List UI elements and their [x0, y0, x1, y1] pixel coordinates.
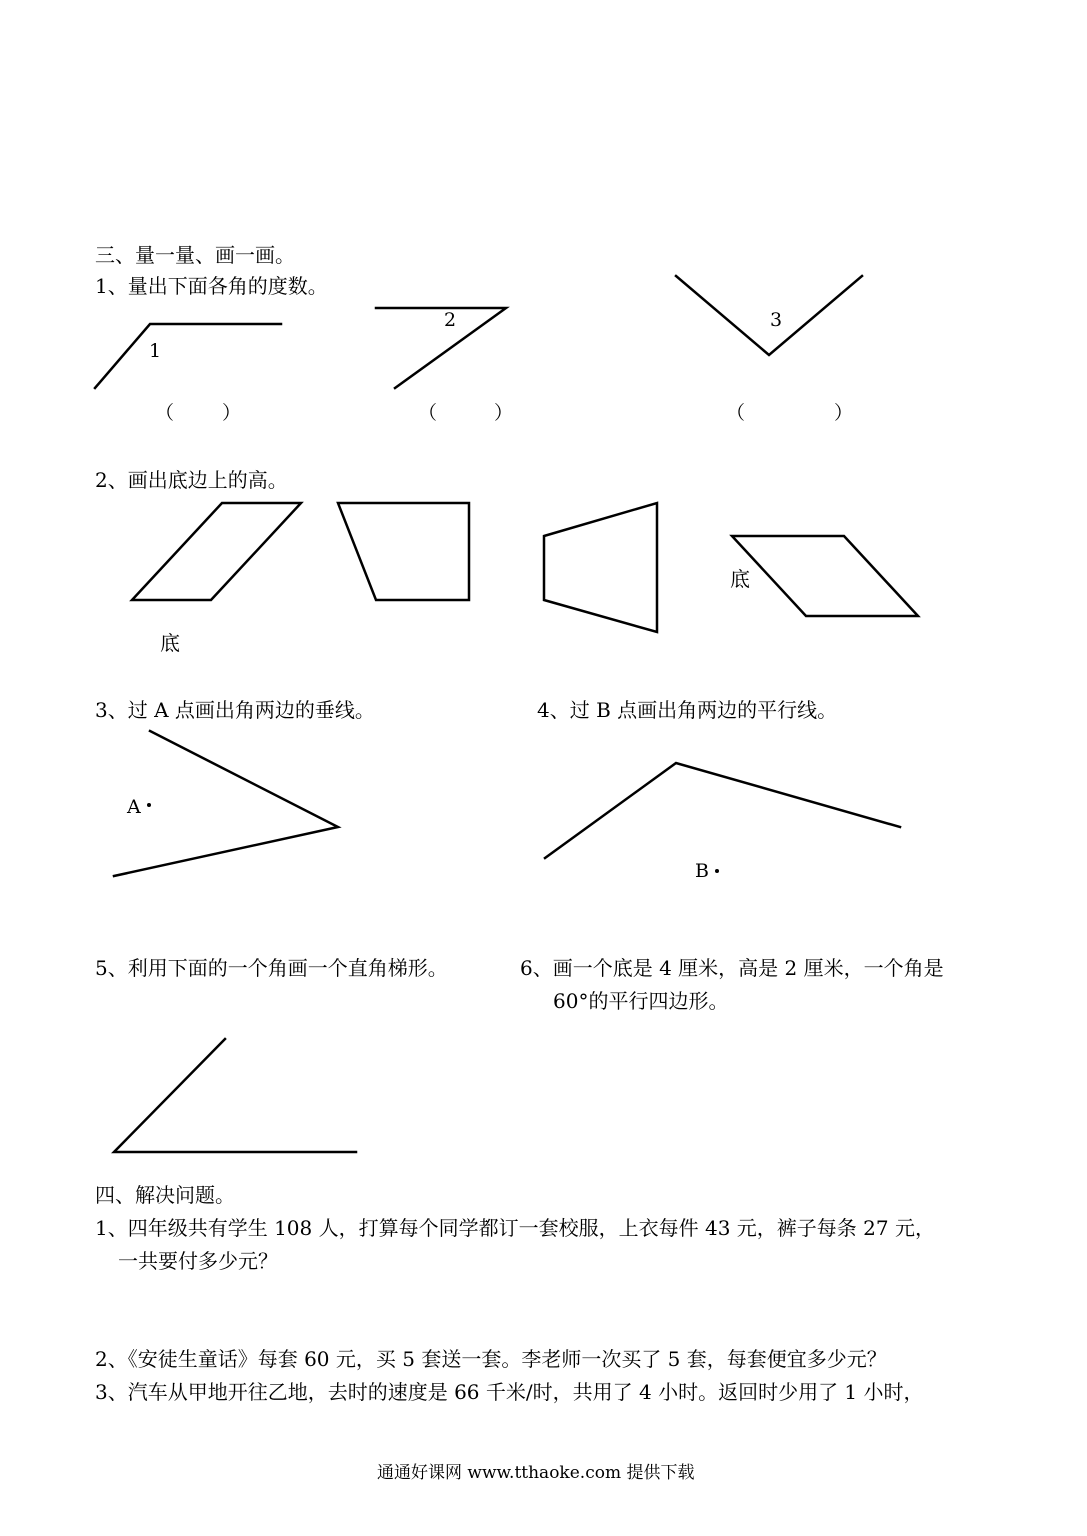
answer-blank-1-open: （: [155, 402, 175, 424]
problem-1-line-2: 一共要付多少元？: [118, 1249, 278, 1273]
angle-1-label: 1: [149, 340, 162, 362]
question-6-line-1: 6、画一个底是 4 厘米，高是 2 厘米，一个角是: [520, 956, 944, 980]
angle-2-label: 2: [444, 309, 457, 331]
answer-blank-3-open: （: [726, 402, 746, 424]
answer-blank-3-close: ）: [834, 402, 854, 424]
trapezoid-2: [544, 503, 657, 632]
question-4-text: 4、过 B 点画出角两边的平行线。: [537, 698, 838, 722]
trapezoid-1: [338, 503, 469, 600]
problem-3-text: 3、汽车从甲地开往乙地，去时的速度是 66 千米/时，共用了 4 小时。返回时少用了 1 小时，: [95, 1380, 924, 1404]
problem-2-text: 2、《安徒生童话》每套 60 元，买 5 套送一套。李老师一次买了 5 套，每套便宜多少元？: [95, 1347, 887, 1371]
answer-blank-2-open: （: [418, 402, 438, 424]
question-2-text: 2、画出底边上的高。: [95, 468, 288, 492]
base-label-parallelogram-2: 底: [730, 567, 750, 591]
angle-q4: [545, 763, 900, 858]
point-b-dot: [715, 869, 719, 873]
base-label-parallelogram-1: 底: [160, 631, 180, 655]
problem-1-line-1: 1、四年级共有学生 108 人，打算每个同学都订一套校服，上衣每件 43 元，裤子每条 27 元，: [95, 1216, 935, 1240]
angle-q3: [114, 731, 338, 876]
answer-blank-2-close: ）: [494, 402, 514, 424]
section-4-title: 四、解决问题。: [95, 1183, 235, 1207]
point-a-dot: [147, 803, 151, 807]
angle-3: [676, 276, 862, 355]
answer-blank-1-close: ）: [222, 402, 242, 424]
angle-q5: [114, 1039, 356, 1152]
angle-1: [95, 324, 281, 388]
question-5-text: 5、利用下面的一个角画一个直角梯形。: [95, 956, 448, 980]
point-b-label: B: [695, 860, 709, 882]
angle-3-label: 3: [770, 309, 783, 331]
parallelogram-1: [132, 503, 301, 600]
question-6-line-2: 60°的平行四边形。: [553, 989, 729, 1013]
section-3-title: 三、量一量、画一画。: [95, 243, 295, 267]
question-3-text: 3、过 A 点画出角两边的垂线。: [95, 698, 375, 722]
point-a-label: A: [127, 796, 141, 818]
angle-2: [376, 308, 506, 388]
footer-credit: 通通好课网 www.tthaoke.com 提供下载: [377, 1463, 695, 1483]
question-1-text: 1、量出下面各角的度数。: [95, 274, 328, 298]
parallelogram-2: [732, 536, 918, 616]
